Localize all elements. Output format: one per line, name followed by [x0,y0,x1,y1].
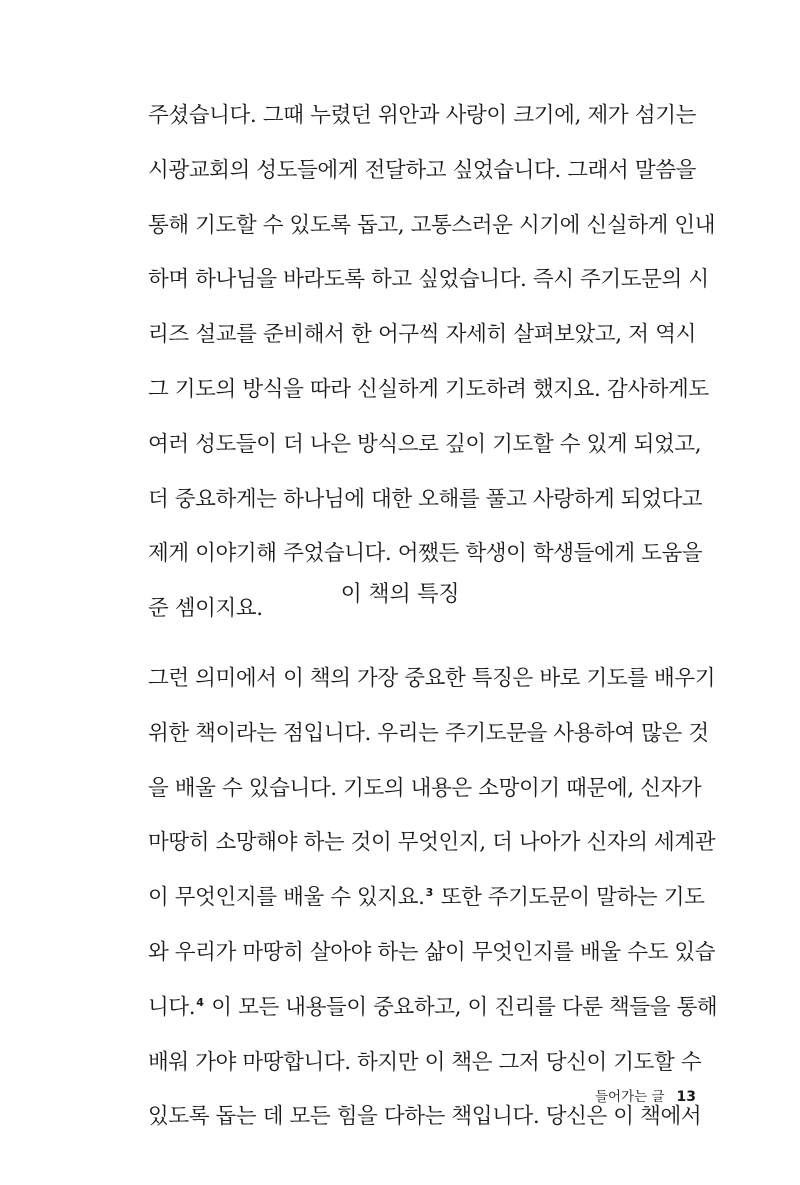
page-number: 13 [676,1089,696,1105]
footnote-marker[interactable]: 3 [425,886,434,900]
line-text: 니다. [148,994,196,1020]
paragraph-line: 있도록 돕는 데 모든 힘을 다하는 책입니다. 당신은 이 책에서 [148,1104,702,1130]
paragraph-line: 그 기도의 방식을 따라 신실하게 기도하려 했지요. 감사하게도 [148,376,709,402]
paragraph-line [148,871,705,926]
paragraph-line: 을 배울 수 있습니다. 기도의 내용은 소망이기 때문에, 신자가 [148,775,702,801]
paragraph-line: 통해 기도할 수 있도록 돕고, 고통스러운 시기에 신실하게 인내 [148,212,716,238]
paragraph-line: 준 셈이지요. [148,596,263,622]
section-heading: 이 책의 특징 [340,582,460,607]
page-footer [595,1085,696,1109]
line-text: 이 모든 내용들이 중요하고, 이 진리를 다룬 책들을 통해 [204,994,718,1020]
paragraph-line: 그런 의미에서 이 책의 가장 중요한 특징은 바로 기도를 배우기 [148,666,716,691]
paragraph-2 [148,652,718,1145]
chapter-title: 들어가는 글 [595,1089,665,1105]
paragraph-1 [148,89,716,637]
paragraph-line: 제게 이야기해 주었습니다. 어쨌든 학생이 학생들에게 도움을 [148,541,703,567]
paragraph-line: 배워 가야 마땅합니다. 하지만 이 책은 그저 당신이 기도할 수 [148,1049,702,1075]
paragraph-line: 시광교회의 성도들에게 전달하고 싶었습니다. 그래서 말씀을 [148,157,696,183]
paragraph-line: 여러 성도들이 더 나은 방식으로 깊이 기도할 수 있게 되었고, [148,431,702,457]
paragraph-line: 더 중요하게는 하나님에 대한 오해를 풀고 사랑하게 되었다고 [148,486,703,512]
paragraph-line: 주셨습니다. 그때 누렸던 위안과 사랑이 크기에, 제가 섬기는 [148,103,696,128]
line-text: 이 무엇인지를 배울 수 있지요. [148,885,425,911]
paragraph-line: 리즈 설교를 준비해서 한 어구씩 자세히 살펴보았고, 저 역시 [148,322,696,348]
paragraph-line: 위한 책이라는 점입니다. 우리는 주기도문을 사용하여 많은 것 [148,720,709,746]
paragraph-line [148,981,718,1036]
footnote-marker[interactable]: 4 [196,995,204,1009]
paragraph-line: 마땅히 소망해야 하는 것이 무엇인지, 더 나아가 신자의 세계관 [148,830,716,856]
paragraph-line: 하며 하나님을 바라도록 하고 싶었습니다. 즉시 주기도문의 시 [148,267,709,293]
paragraph-line: 와 우리가 마땅히 살아야 하는 삶이 무엇인지를 배울 수도 있습 [148,939,716,965]
line-text: 또한 주기도문이 말하는 기도 [434,885,705,911]
